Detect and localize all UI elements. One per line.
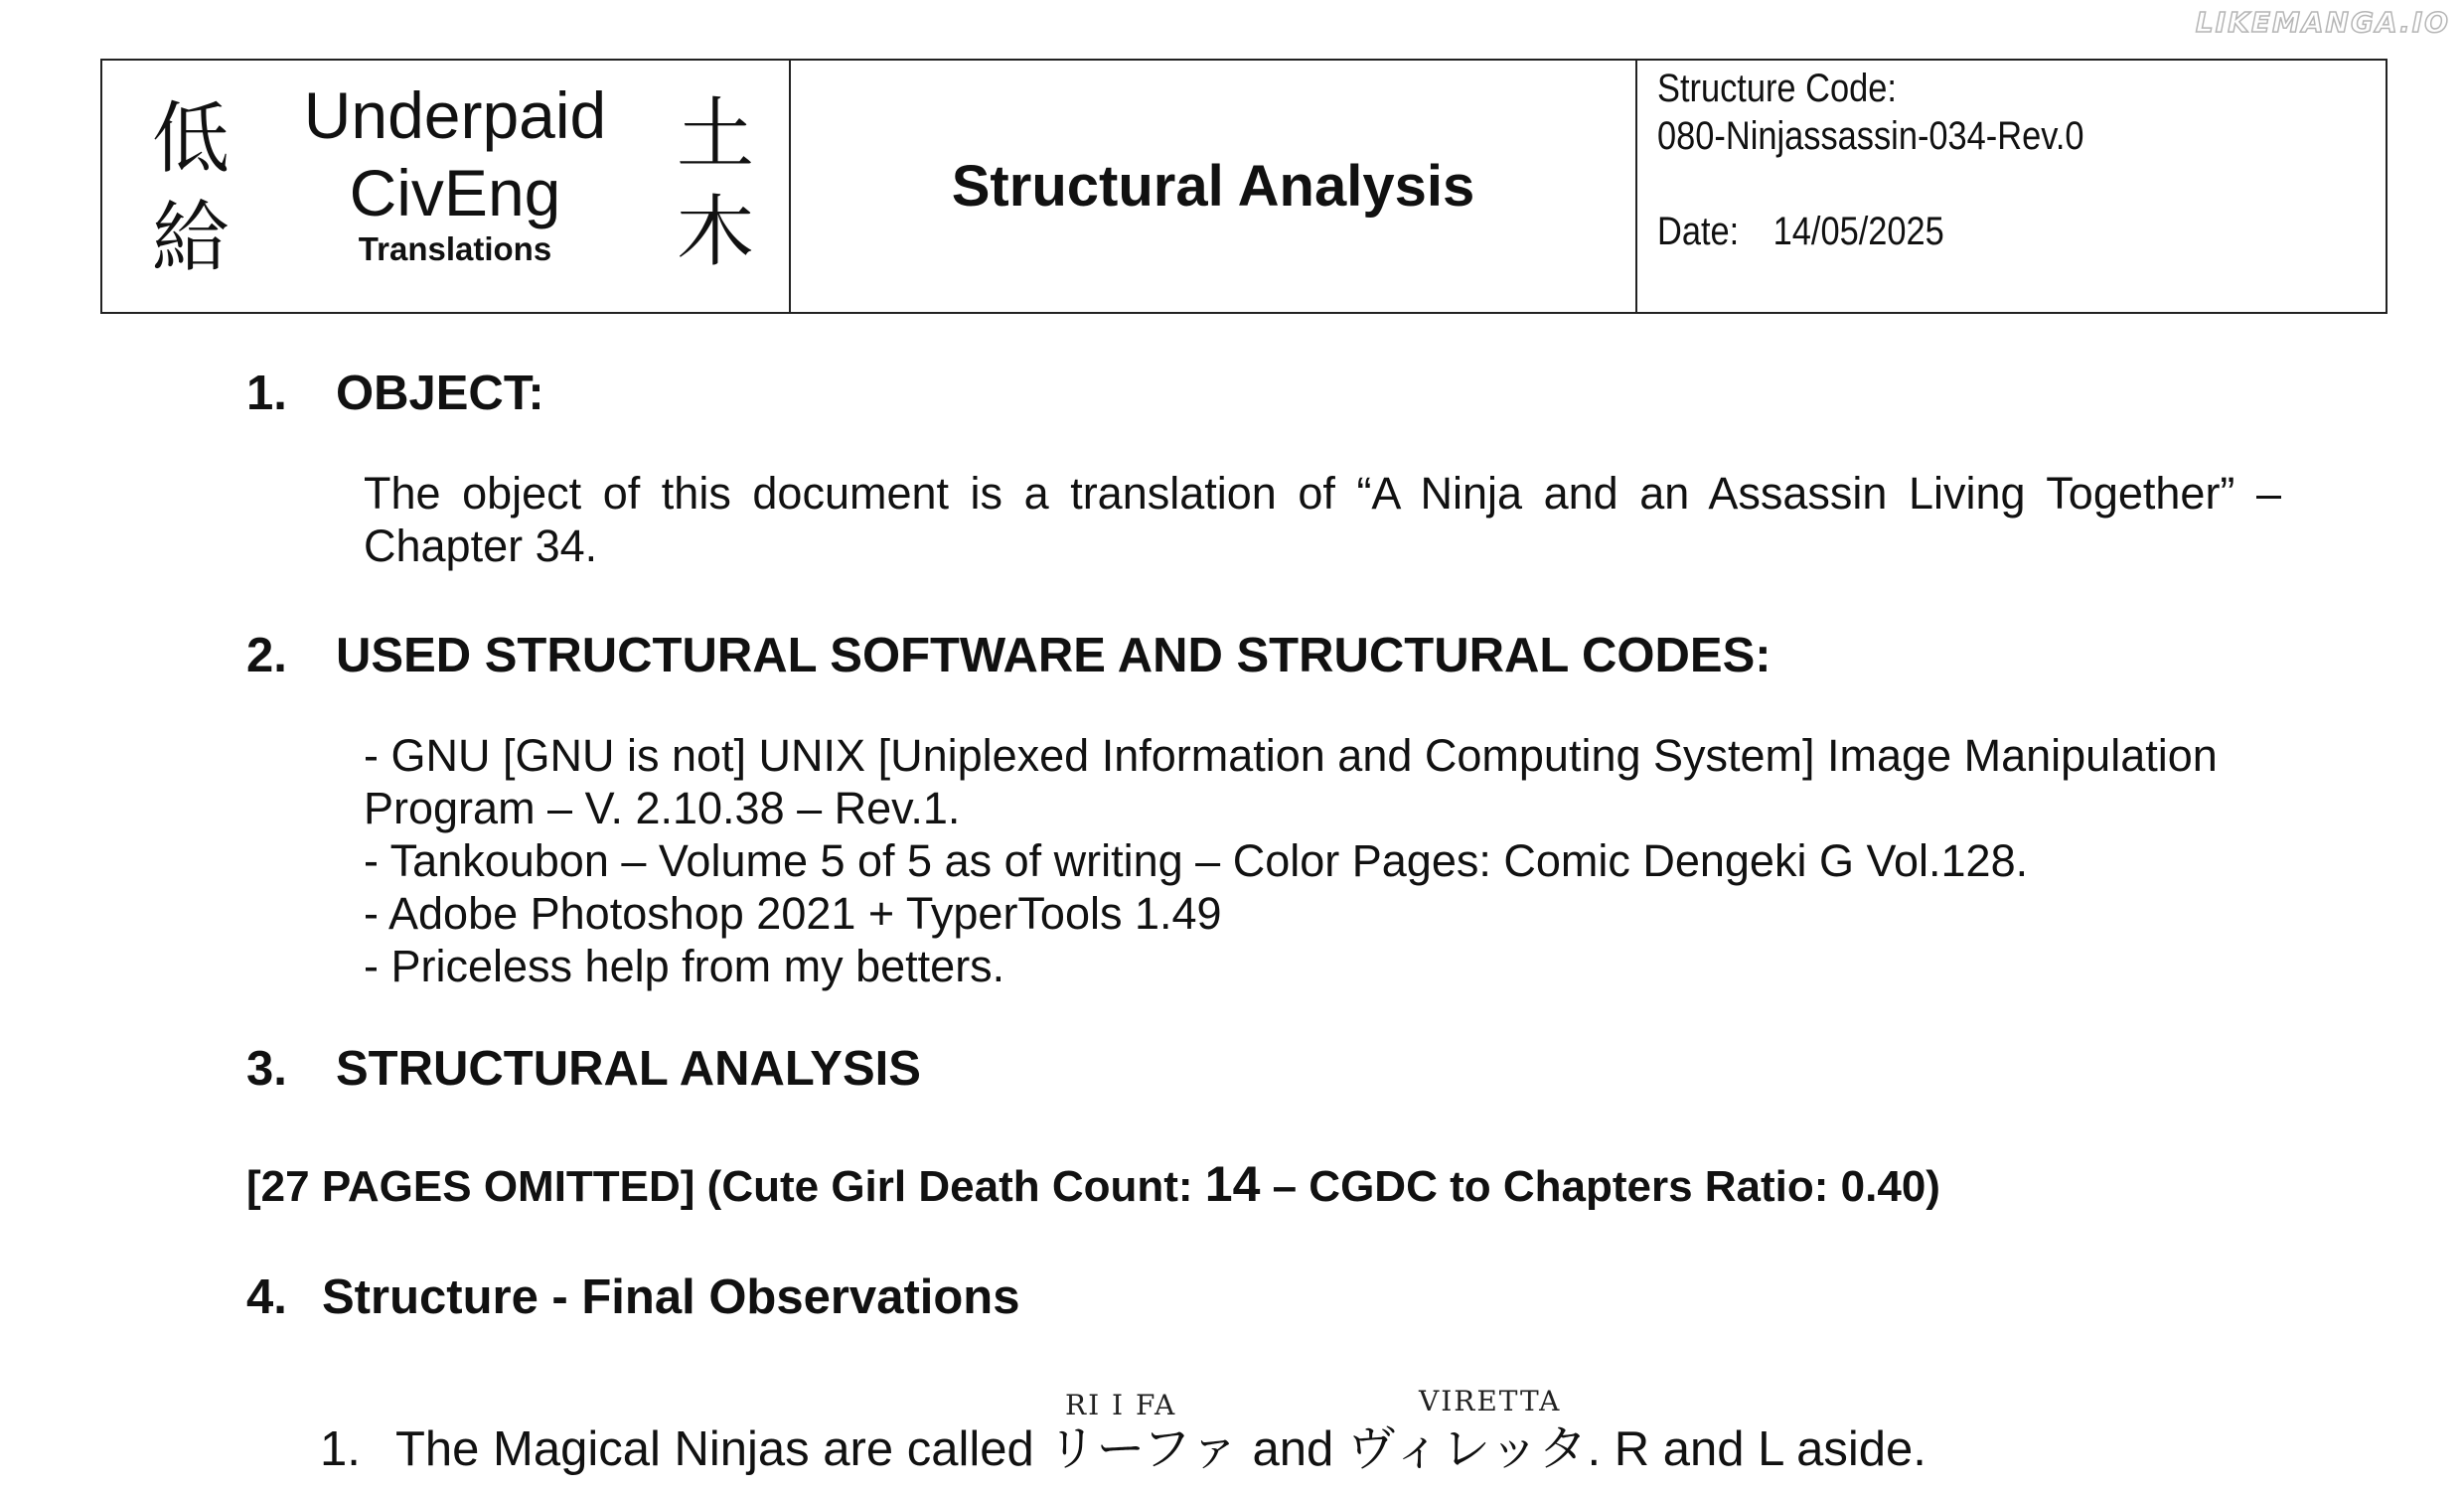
structure-code-label: Structure Code:: [1657, 67, 1897, 110]
software-list-item: - GNU [GNU is not] UNIX [Uniplexed Information and Computing System] Image Manipulation: [364, 730, 2218, 781]
death-count: 14: [1204, 1156, 1261, 1212]
object-paragraph: The object of this document is a translation of “A Ninja and an Assassin Living Together” – Chapter 34.: [364, 468, 2281, 571]
observation-text: . R and L aside.: [1587, 1422, 1926, 1476]
watermark: LIKEMANGA.IO: [2195, 6, 2450, 39]
section-title: Structure - Final Observations: [322, 1270, 1020, 1324]
software-list-item: - Priceless help from my betters.: [364, 941, 1005, 991]
structure-code: 080-Ninjassassin-034-Rev.0: [1657, 114, 2084, 158]
software-list-item: Program – V. 2.10.38 – Rev.1.: [364, 783, 961, 833]
software-list-item: - Tankoubon – Volume 5 of 5 as of writing – Color Pages: Comic Dengeki G Vol.128.: [364, 835, 2029, 886]
section-title: STRUCTURAL ANALYSIS: [336, 1042, 921, 1096]
section-title: USED STRUCTURAL SOFTWARE AND STRUCTURAL CODES:: [336, 629, 1771, 682]
software-list-item: - Adobe Photoshop 2021 + TyperTools 1.49: [364, 888, 1222, 939]
observation-text: The Magical Ninjas are called: [395, 1422, 1048, 1476]
title-cell: [791, 61, 1637, 312]
section-heading: [246, 366, 544, 421]
logo-kanji: 低: [152, 94, 231, 184]
section-number: 4.: [246, 1270, 287, 1324]
logo-kanji: 給: [152, 194, 231, 283]
name2-ruby: VIRETTA: [1419, 1385, 1562, 1417]
section-number: 2.: [246, 629, 287, 682]
logo-name-line2: CivEng: [349, 156, 561, 229]
section-heading: [246, 628, 1771, 683]
omitted-prefix: [27 PAGES OMITTED] (Cute Girl Death Count:: [246, 1162, 1205, 1211]
observation-text: and: [1238, 1422, 1347, 1476]
magical-ninja-name: リーファ: [1047, 1420, 1239, 1477]
section-title: OBJECT:: [336, 367, 544, 420]
date-value: 14/05/2025: [1772, 210, 1944, 253]
logo-kanji: 土: [677, 90, 755, 180]
document-title: Structural Analysis: [951, 154, 1475, 219]
document-header: [100, 59, 2387, 314]
magical-ninja-name: ヴィレッタ: [1346, 1420, 1588, 1477]
logo-cell: [102, 61, 791, 312]
section-number: 1.: [246, 367, 287, 420]
info-cell: [1637, 61, 2386, 312]
observation-item: [320, 1411, 1926, 1480]
omitted-suffix: – CGDC to Chapters Ratio: 0.40): [1260, 1162, 1940, 1211]
section-heading: [246, 1269, 1020, 1325]
omitted-pages-note: [246, 1155, 1940, 1213]
logo-name-line1: Underpaid: [303, 78, 607, 152]
observation-number: 1.: [320, 1422, 361, 1476]
section-number: 3.: [246, 1042, 287, 1096]
date-label: Date:: [1657, 210, 1740, 253]
logo-subtitle: Translations: [358, 230, 552, 267]
date-row: [1657, 210, 1944, 254]
section-heading: [246, 1041, 921, 1097]
logo-kanji: 木: [677, 188, 755, 277]
name1-ruby: RI I FA: [1065, 1389, 1177, 1421]
